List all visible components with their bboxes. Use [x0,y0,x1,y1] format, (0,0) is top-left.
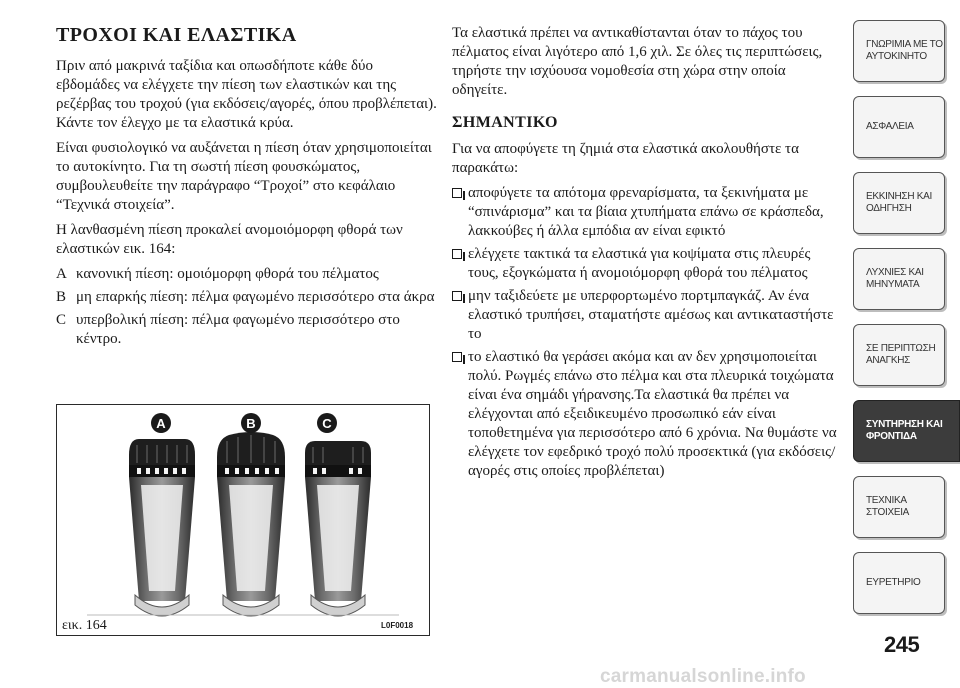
figure-code: L0F0018 [381,621,414,630]
tab-label: ΓΝΩΡΙΜΙΑ ΜΕ ΤΟ ΑΥΤΟΚΙΝΗΤΟ [866,39,943,62]
section-title: ΤΡΟΧΟΙ ΚΑΙ ΕΛΑΣΤΙΚΑ [56,24,297,46]
tab-index[interactable] [853,552,945,614]
tab-getting-to-know-car[interactable] [853,20,945,82]
tire-b-icon [217,432,285,616]
wear-item-letter: A [56,266,67,282]
tab-safety[interactable] [853,96,945,158]
wear-item-letter: C [56,312,67,328]
important-bullet [452,245,844,283]
tire-c-icon [305,441,371,616]
wear-item-text: υπερβολική πίεση: πέλμα φαγωμένο περισσότερο στο κέντρο. [76,312,400,347]
figure-caption: εικ. 164 [62,618,107,633]
tab-label: ΣΕ ΠΕΡΙΠΤΩΣΗ ΑΝΑΓΚΗΣ [866,343,936,366]
tire-wear-figure [56,404,430,636]
label-c-badge [317,413,337,433]
important-bullet [452,348,844,481]
wear-item-a [56,265,440,284]
tab-maintenance-care[interactable] [853,400,960,462]
tab-label: ΑΣΦΑΛΕΙΑ [866,121,914,132]
watermark: carmanualsonline.info [600,666,806,687]
tab-label: ΣΥΝΤΗΡΗΣΗ ΚΑΙ ΦΡΟΝΤΙΔΑ [866,419,943,442]
bullet-text: αποφύγετε τα απότομα φρεναρίσματα, τα ξεκινήματα με “σπινάρισμα” και τα βίαια χτυπήματα επάνω σε κράσπεδα, λακκούβες ή άλλα εμπόδια αν είναι εφικτό [468,185,824,239]
paragraph-pressure-increase: Είναι φυσιολογικό να αυξάνεται η πίεση όταν χρησιμοποιείται το αυτοκίνητο. Για τη σωστή πίεση φουσκώματος, συμβουλευθείτε την παράγραφο “Τροχοί” στο κεφάλαιο “Τεχνικά στοιχεία”. [56,140,432,213]
right-column [452,24,844,485]
paragraph-replacement: Τα ελαστικά πρέπει να αντικαθίστανται όταν το πάχος του πέλματος είναι λιγότερο από 1,6 χιλ. Σε όλες τις περιπτώσεις, τηρήστε την ισχύουσα νομοθεσία στη χώρα στην οποία οδηγείτε. [452,25,823,98]
wear-item-letter: B [56,289,67,305]
tab-label: ΛΥΧΝΙΕΣ ΚΑΙ ΜΗΝΥΜΑΤΑ [866,267,924,290]
bullet-text: μην ταξιδεύετε με υπερφορτωμένο πορτμπαγκάζ. Αν ένα ελαστικό τρυπήσει, σταματήστε αμέσως και αντικαταστήστε το [468,288,834,342]
checkbox-bullet-icon [452,188,462,198]
tab-emergency[interactable] [853,324,945,386]
label-a-badge [151,413,171,433]
important-bullet [452,287,844,344]
tab-starting-driving[interactable] [853,172,945,234]
wear-item-b [56,288,440,307]
left-column [56,24,440,353]
bullet-text: ελέγχετε τακτικά τα ελαστικά για κοψίματα στις πλευρές τους, εξογκώματα ή ανομοιόμορφη φθορά του πέλματος [468,246,811,281]
tire-a-icon [129,439,195,616]
checkbox-bullet-icon [452,291,462,301]
checkbox-bullet-icon [452,249,462,259]
important-heading: ΣΗΜΑΝΤΙΚΟ [452,114,558,131]
tab-warning-lights[interactable] [853,248,945,310]
checkbox-bullet-icon [452,352,462,362]
wear-item-text: κανονική πίεση: ομοιόμορφη φθορά του πέλματος [76,266,379,282]
page-number: 245 [884,632,920,657]
label-c-text: C [322,416,332,431]
label-b-text: B [246,416,256,431]
tire-wear-illustration [57,405,429,635]
tab-label: ΤΕΧΝΙΚΑ ΣΤΟΙΧΕΙΑ [866,495,910,518]
tab-label: ΕΚΚΙΝΗΣΗ ΚΑΙ ΟΔΗΓΗΣΗ [866,191,932,214]
tab-technical-data[interactable] [853,476,945,538]
label-a-text: A [156,416,166,431]
label-b-badge [241,413,261,433]
important-bullet [452,184,844,241]
wear-item-c [56,311,440,349]
paragraph-wrong-pressure: Η λανθασμένη πίεση προκαλεί ανομοιόμορφη φθορά των ελαστικών εικ. 164: [56,222,403,257]
bullet-text: το ελαστικό θα γεράσει ακόμα και αν δεν χρησιμοποιείται πολύ. Ρωγμές επάνω στο πέλμα και στα πλευρικά τοιχώματα είναι ένα σημάδι γήρανσης.Τα ελαστικά θα πρέπει να ελέγχονται από εξειδικευμένο προσωπικό εάν είναι τοποθετημένα για περισσότερο από 6 χρόνια. Να θυμάστε να ελέγχετε τον εφεδρικό τροχό πολύ προσεκτικά (για εκδόσεις/αγορές στις οποίες προβλέπεται) [468,349,837,479]
tab-label: ΕΥΡΕΤΗΡΙΟ [866,577,921,588]
paragraph-check-pressure: Πριν από μακρινά ταξίδια και οπωσδήποτε κάθε δύο εβδομάδες να ελέγχετε την πίεση των ελαστικών και της ρεζέρβας του τροχού (για εκδόσεις/αγορές, όπου προβλέπεται). Κάντε τον έλεγχο με τα ελαστικά κρύα. [56,58,437,131]
important-intro: Για να αποφύγετε τη ζημιά στα ελαστικά ακολουθήστε τα παρακάτω: [452,141,799,176]
wear-item-text: μη επαρκής πίεση: πέλμα φαγωμένο περισσότερο στα άκρα [76,289,435,305]
